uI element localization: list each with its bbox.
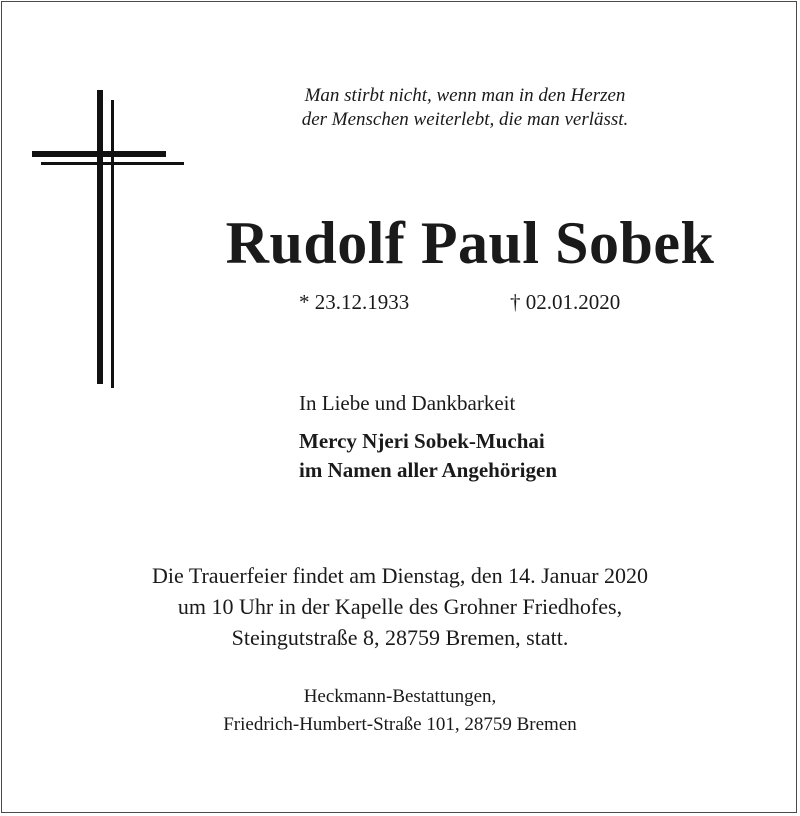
ceremony-info [40, 560, 760, 653]
motto-quote [230, 84, 700, 132]
dedication-text: In Liebe und Dankbarkeit [299, 391, 516, 415]
ceremony-line: Die Trauerfeier findet am Dienstag, den 14. Januar 2020 [151, 563, 649, 588]
undertaker-info [100, 683, 700, 739]
undertaker-address: Friedrich-Humbert-Straße 101, 28759 Bremen [223, 714, 577, 735]
cross-horizontal-bar [32, 151, 166, 157]
ceremony-line: um 10 Uhr in der Kapelle des Grohner Friedhofes, [177, 594, 623, 619]
cross-horizontal-shadow-bar [41, 162, 184, 165]
death-date: † 02.01.2020 [510, 290, 621, 314]
deceased-name: Rudolf Paul Sobek [225, 210, 715, 276]
cross-vertical-bar [97, 90, 103, 384]
ceremony-line: Steingutstraße 8, 28759 Bremen, statt. [231, 625, 569, 650]
undertaker-name: Heckmann-Bestattungen, [303, 686, 497, 707]
mourner-family-note: im Namen aller Angehörigen [299, 458, 558, 482]
cross-vertical-shadow-bar [111, 100, 114, 388]
mourner-signature [299, 427, 557, 485]
motto-line: der Menschen weiterlebt, die man verlässt. [301, 109, 629, 130]
birth-date: * 23.12.1933 [299, 290, 410, 314]
mourner-name: Mercy Njeri Sobek-Muchai [299, 429, 545, 453]
motto-line: Man stirbt nicht, wenn man in den Herzen [304, 85, 626, 106]
